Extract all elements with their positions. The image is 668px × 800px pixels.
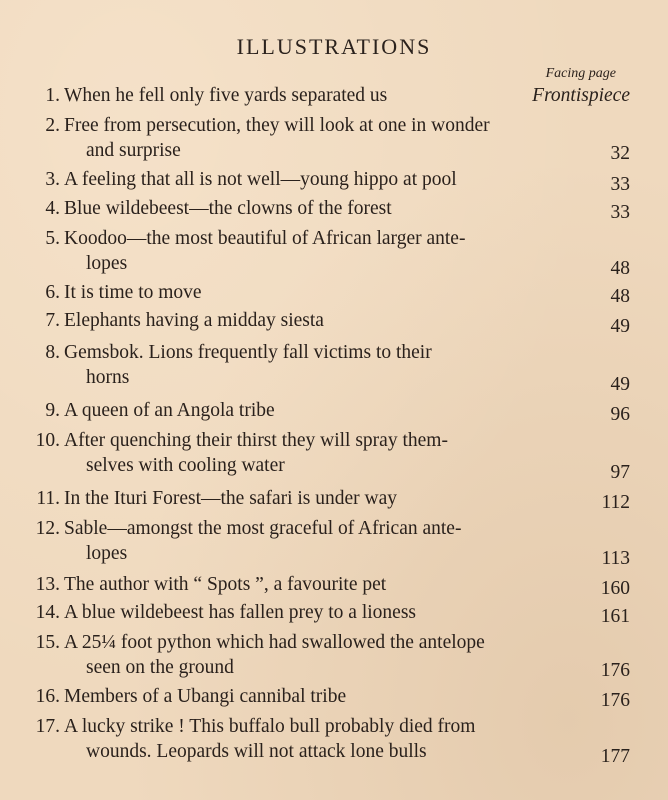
entry-number: 6. bbox=[45, 282, 60, 303]
entry-caption: After quenching their thirst they will spray them- bbox=[64, 430, 448, 451]
list-item bbox=[22, 601, 630, 629]
entry-number: 9. bbox=[45, 400, 60, 421]
entry-page: 177 bbox=[600, 745, 630, 767]
entry-number: 11. bbox=[36, 488, 60, 509]
entry-page: 48 bbox=[610, 285, 630, 307]
entry-caption-continued: lopes bbox=[86, 252, 128, 274]
illustrations-list bbox=[22, 84, 630, 769]
list-item bbox=[22, 227, 630, 281]
entry-page: 49 bbox=[610, 373, 630, 395]
list-item bbox=[22, 685, 630, 713]
entry-number: 1. bbox=[45, 85, 60, 106]
list-item bbox=[22, 281, 630, 309]
list-item bbox=[22, 84, 630, 112]
entry-page: 32 bbox=[610, 142, 630, 164]
entry-page: 33 bbox=[610, 173, 630, 195]
entry-number: 16. bbox=[35, 686, 60, 707]
entry-caption: Elephants having a midday siesta bbox=[64, 310, 324, 331]
entry-caption-continued: lopes bbox=[86, 542, 128, 564]
entry-caption: A feeling that all is not well—young hippo at pool bbox=[64, 169, 457, 190]
list-item bbox=[22, 309, 630, 339]
entry-number: 4. bbox=[45, 198, 60, 219]
entry-caption: Koodoo—the most beautiful of African larger ante- bbox=[64, 228, 466, 249]
entry-number: 14. bbox=[35, 602, 60, 623]
page-title: ILLUSTRATIONS bbox=[236, 34, 432, 59]
entry-caption: It is time to move bbox=[64, 282, 202, 303]
entry-caption: Sable—amongst the most graceful of African ante- bbox=[64, 518, 462, 539]
entry-number: 5. bbox=[45, 228, 60, 249]
entry-caption: The author with “ Spots ”, a favourite pet bbox=[64, 574, 387, 595]
entry-caption-continued: seen on the ground bbox=[86, 656, 234, 678]
entry-number: 7. bbox=[45, 310, 60, 331]
entry-caption: When he fell only five yards separated us bbox=[64, 85, 388, 106]
entry-caption-continued: selves with cooling water bbox=[86, 454, 285, 476]
list-item bbox=[22, 341, 630, 397]
entry-number: 8. bbox=[45, 342, 60, 363]
list-item bbox=[22, 429, 630, 485]
list-item bbox=[22, 715, 630, 769]
entry-page: 176 bbox=[600, 689, 630, 711]
entry-page: 113 bbox=[601, 547, 630, 569]
list-item bbox=[22, 573, 630, 601]
entry-page: 160 bbox=[600, 577, 630, 599]
entry-number: 2. bbox=[45, 115, 60, 136]
entry-caption: A 25¼ foot python which had swallowed the antelope bbox=[64, 632, 485, 653]
entry-caption: Free from persecution, they will look at one in wonder bbox=[64, 115, 490, 136]
list-item bbox=[22, 399, 630, 427]
list-item bbox=[22, 197, 630, 225]
entry-caption: Gemsbok. Lions frequently fall victims to their bbox=[64, 342, 432, 363]
list-item bbox=[22, 168, 630, 197]
entry-caption-continued: horns bbox=[86, 366, 130, 388]
entry-caption: A lucky strike ! This buffalo bull probably died from bbox=[64, 716, 476, 737]
entry-caption: A blue wildebeest has fallen prey to a lioness bbox=[64, 602, 416, 623]
entry-caption: Members of a Ubangi cannibal tribe bbox=[64, 686, 347, 707]
entry-page: 33 bbox=[610, 201, 630, 223]
entry-number: 10. bbox=[35, 430, 60, 451]
list-item bbox=[22, 487, 630, 515]
entry-page: 97 bbox=[610, 461, 630, 483]
entry-caption: Blue wildebeest—the clowns of the forest bbox=[64, 198, 392, 219]
entry-caption-continued: wounds. Leopards will not attack lone bulls bbox=[86, 740, 427, 762]
entry-page: 49 bbox=[610, 315, 630, 337]
list-item bbox=[22, 114, 630, 166]
entry-caption: In the Ituri Forest—the safari is under way bbox=[64, 488, 398, 509]
entry-number: 15. bbox=[35, 632, 60, 653]
entry-number: 3. bbox=[45, 169, 60, 190]
entry-page: 161 bbox=[600, 605, 630, 627]
entry-page: Frontispiece bbox=[532, 85, 630, 106]
entry-page: 96 bbox=[610, 403, 630, 425]
entry-page: 48 bbox=[610, 257, 630, 279]
entry-caption: A queen of an Angola tribe bbox=[64, 400, 275, 421]
entry-number: 17. bbox=[35, 716, 60, 737]
entry-number: 13. bbox=[35, 574, 60, 595]
entry-page: 176 bbox=[600, 659, 630, 681]
list-item bbox=[22, 631, 630, 683]
entry-number: 12. bbox=[35, 518, 60, 539]
entry-caption-continued: and surprise bbox=[86, 139, 181, 161]
facing-page-column-header: Facing page bbox=[545, 66, 616, 81]
entry-page: 112 bbox=[601, 491, 630, 513]
list-item bbox=[22, 517, 630, 571]
